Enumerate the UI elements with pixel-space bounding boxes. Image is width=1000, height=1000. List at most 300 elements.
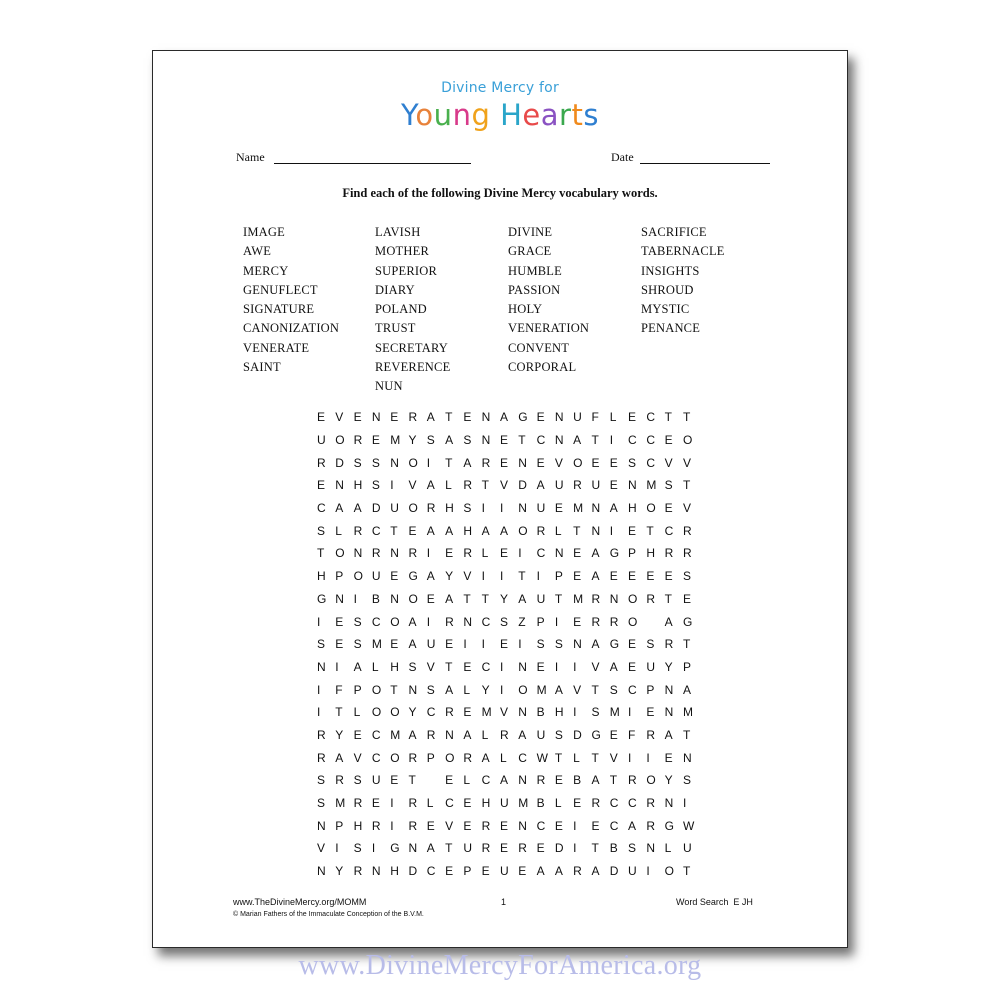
grid-letter[interactable]: N — [646, 841, 656, 856]
grid-letter[interactable]: C — [518, 750, 527, 765]
grid-letter[interactable]: N — [664, 705, 674, 720]
grid-letter[interactable]: M — [682, 705, 693, 720]
grid-letter[interactable]: E — [335, 614, 344, 629]
grid-letter[interactable]: G — [317, 591, 327, 606]
grid-letter[interactable]: N — [353, 546, 363, 561]
grid-letter[interactable]: E — [390, 637, 399, 652]
grid-letter[interactable] — [646, 615, 664, 629]
grid-letter[interactable]: H — [317, 569, 326, 584]
grid-letter[interactable]: I — [573, 705, 577, 720]
grid-letter[interactable]: T — [591, 433, 599, 448]
grid-letter[interactable]: E — [591, 455, 600, 470]
grid-letter[interactable]: E — [554, 773, 563, 788]
grid-letter[interactable]: A — [445, 433, 454, 448]
grid-letter[interactable]: N — [518, 818, 527, 833]
grid-letter[interactable]: O — [573, 455, 583, 470]
grid-letter[interactable]: I — [518, 546, 522, 561]
grid-letter[interactable]: E — [463, 818, 472, 833]
grid-letter[interactable]: V — [426, 659, 435, 674]
grid-letter[interactable]: N — [390, 546, 399, 561]
grid-letter[interactable]: A — [573, 433, 582, 448]
grid-letter[interactable]: E — [481, 864, 490, 879]
grid-letter[interactable]: E — [499, 433, 508, 448]
grid-letter[interactable]: A — [353, 659, 362, 674]
grid-letter[interactable]: G — [518, 410, 528, 425]
grid-letter[interactable]: S — [664, 478, 673, 493]
grid-letter[interactable]: E — [591, 818, 600, 833]
grid-letter[interactable]: O — [518, 682, 528, 697]
grid-letter[interactable]: I — [481, 637, 486, 652]
grid-letter[interactable]: A — [445, 591, 454, 606]
grid-letter[interactable]: S — [609, 682, 618, 697]
grid-letter[interactable]: A — [426, 841, 435, 856]
grid-letter[interactable]: O — [353, 569, 363, 584]
grid-letter[interactable]: E — [536, 659, 545, 674]
grid-letter[interactable]: S — [371, 478, 380, 493]
grid-letter[interactable]: G — [682, 614, 693, 629]
grid-letter[interactable]: R — [353, 796, 363, 811]
grid-letter[interactable]: B — [536, 705, 545, 720]
grid-letter[interactable]: R — [353, 523, 363, 538]
grid-letter[interactable]: N — [481, 433, 491, 448]
grid-letter[interactable]: I — [628, 750, 632, 765]
grid-letter[interactable]: T — [664, 591, 672, 606]
grid-letter[interactable]: L — [463, 773, 471, 788]
grid-letter[interactable]: C — [664, 523, 674, 538]
grid-letter[interactable]: S — [591, 705, 600, 720]
grid-letter[interactable]: T — [408, 773, 416, 788]
grid-letter[interactable]: E — [426, 818, 435, 833]
grid-letter[interactable]: N — [591, 501, 601, 516]
grid-letter[interactable]: R — [408, 818, 418, 833]
grid-letter[interactable]: I — [317, 705, 321, 720]
grid-letter[interactable]: A — [463, 455, 472, 470]
grid-letter[interactable]: S — [408, 659, 417, 674]
grid-letter[interactable]: L — [481, 727, 489, 742]
grid-letter[interactable]: N — [518, 705, 527, 720]
grid-letter[interactable]: T — [554, 591, 563, 606]
grid-letter[interactable]: R — [591, 614, 601, 629]
grid-letter[interactable]: H — [628, 501, 637, 516]
grid-letter[interactable]: A — [609, 501, 618, 516]
grid-letter[interactable]: E — [554, 501, 563, 516]
grid-letter[interactable]: A — [463, 727, 472, 742]
grid-letter[interactable]: T — [591, 841, 599, 856]
grid-letter[interactable]: T — [518, 569, 526, 584]
grid-letter[interactable]: Y — [664, 773, 673, 788]
grid-letter[interactable]: C — [646, 433, 656, 448]
grid-letter[interactable]: C — [628, 796, 637, 811]
grid-letter[interactable]: M — [481, 705, 492, 720]
grid-letter[interactable]: G — [609, 637, 620, 652]
grid-letter[interactable]: T — [481, 478, 490, 493]
grid-letter[interactable]: N — [317, 659, 326, 674]
grid-letter[interactable]: I — [682, 796, 687, 811]
grid-letter[interactable]: S — [554, 727, 563, 742]
grid-letter[interactable]: N — [609, 591, 619, 606]
grid-letter[interactable]: S — [499, 614, 508, 629]
grid-letter[interactable]: I — [426, 614, 431, 629]
grid-letter[interactable]: I — [335, 841, 339, 856]
grid-letter[interactable]: F — [628, 727, 636, 742]
grid-letter[interactable]: N — [554, 410, 564, 425]
grid-letter[interactable]: E — [408, 523, 417, 538]
grid-letter[interactable]: R — [317, 727, 326, 742]
grid-letter[interactable]: R — [317, 455, 326, 470]
grid-letter[interactable]: N — [445, 727, 454, 742]
grid-letter[interactable]: O — [408, 501, 418, 516]
grid-letter[interactable]: P — [646, 682, 655, 697]
grid-letter[interactable]: U — [628, 864, 637, 879]
grid-letter[interactable]: M — [609, 705, 620, 720]
grid-letter[interactable]: G — [609, 546, 620, 561]
grid-letter[interactable]: Z — [518, 614, 526, 629]
grid-letter[interactable]: R — [481, 455, 491, 470]
grid-letter[interactable]: I — [573, 841, 577, 856]
grid-letter[interactable]: D — [609, 864, 619, 879]
grid-letter[interactable]: E — [499, 841, 508, 856]
grid-letter[interactable]: C — [628, 682, 637, 697]
grid-letter[interactable]: S — [317, 796, 326, 811]
grid-letter[interactable]: I — [426, 546, 431, 561]
grid-letter[interactable]: U — [536, 591, 546, 606]
grid-letter[interactable]: O — [664, 864, 674, 879]
grid-letter[interactable]: M — [646, 478, 657, 493]
grid-letter[interactable]: I — [554, 614, 559, 629]
grid-letter[interactable]: N — [573, 637, 582, 652]
grid-letter[interactable]: E — [664, 433, 673, 448]
grid-letter[interactable]: C — [536, 818, 546, 833]
grid-letter[interactable]: C — [426, 705, 436, 720]
grid-letter[interactable]: P — [682, 659, 691, 674]
grid-letter[interactable]: U — [317, 433, 326, 448]
grid-letter[interactable]: P — [335, 569, 344, 584]
grid-letter[interactable]: I — [518, 637, 522, 652]
grid-letter[interactable]: I — [353, 591, 357, 606]
grid-letter[interactable]: S — [353, 614, 362, 629]
grid-letter[interactable]: R — [536, 773, 546, 788]
grid-letter[interactable]: E — [353, 727, 362, 742]
grid-letter[interactable]: T — [317, 546, 325, 561]
grid-letter[interactable]: I — [481, 569, 486, 584]
grid-letter[interactable]: R — [646, 591, 656, 606]
grid-letter[interactable]: I — [317, 682, 321, 697]
grid-letter[interactable]: M — [371, 637, 382, 652]
grid-letter[interactable]: Y — [445, 569, 454, 584]
grid-letter[interactable]: R — [426, 501, 436, 516]
grid-letter[interactable]: E — [628, 569, 637, 584]
grid-letter[interactable]: S — [426, 682, 435, 697]
grid-letter[interactable]: N — [317, 864, 326, 879]
grid-letter[interactable]: E — [573, 796, 582, 811]
grid-letter[interactable]: I — [463, 637, 467, 652]
grid-letter[interactable]: L — [664, 841, 672, 856]
grid-letter[interactable]: E — [445, 637, 454, 652]
grid-letter[interactable]: A — [499, 523, 508, 538]
grid-letter[interactable]: S — [317, 523, 326, 538]
grid-letter[interactable]: E — [499, 546, 508, 561]
grid-letter[interactable]: O — [335, 433, 345, 448]
grid-letter[interactable]: I — [499, 569, 504, 584]
grid-letter[interactable]: T — [682, 478, 691, 493]
grid-letter[interactable]: Y — [408, 705, 417, 720]
grid-letter[interactable]: S — [682, 569, 691, 584]
grid-letter[interactable]: I — [499, 659, 504, 674]
grid-letter[interactable]: H — [353, 818, 363, 833]
grid-letter[interactable]: U — [573, 410, 582, 425]
grid-letter[interactable]: V — [499, 478, 508, 493]
grid-letter[interactable]: V — [609, 750, 618, 765]
grid-letter[interactable]: T — [335, 705, 343, 720]
grid-letter[interactable]: N — [317, 818, 326, 833]
grid-letter[interactable]: E — [371, 433, 380, 448]
grid-letter[interactable]: T — [390, 682, 398, 697]
grid-letter[interactable]: O — [371, 705, 382, 720]
grid-letter[interactable]: T — [682, 727, 691, 742]
grid-letter[interactable]: C — [646, 455, 656, 470]
grid-letter[interactable]: S — [628, 841, 637, 856]
grid-letter[interactable]: V — [317, 841, 326, 856]
grid-letter[interactable]: O — [518, 523, 528, 538]
grid-letter[interactable]: E — [573, 569, 582, 584]
grid-letter[interactable]: R — [463, 750, 473, 765]
grid-letter[interactable]: C — [371, 750, 381, 765]
grid-letter[interactable]: L — [554, 523, 562, 538]
grid-letter[interactable]: E — [628, 659, 637, 674]
grid-letter[interactable]: I — [335, 659, 339, 674]
grid-letter[interactable]: F — [591, 410, 599, 425]
grid-letter[interactable]: I — [390, 796, 394, 811]
grid-letter[interactable]: U — [646, 659, 656, 674]
grid-letter[interactable]: D — [408, 864, 418, 879]
grid-letter[interactable]: S — [371, 455, 380, 470]
grid-letter[interactable]: G — [591, 727, 601, 742]
grid-letter[interactable]: I — [499, 682, 504, 697]
grid-letter[interactable]: B — [536, 796, 545, 811]
grid-letter[interactable]: V — [463, 569, 472, 584]
grid-letter[interactable]: Y — [499, 591, 508, 606]
grid-letter[interactable]: B — [573, 773, 582, 788]
grid-letter[interactable]: Y — [335, 864, 344, 879]
grid-letter[interactable]: E — [536, 410, 545, 425]
grid-letter[interactable]: C — [481, 614, 491, 629]
grid-letter[interactable]: T — [445, 841, 453, 856]
grid-letter[interactable]: R — [408, 410, 418, 425]
grid-letter[interactable]: L — [371, 659, 379, 674]
grid-letter[interactable]: E — [664, 569, 673, 584]
grid-letter[interactable]: H — [646, 546, 656, 561]
grid-letter[interactable]: I — [573, 659, 577, 674]
grid-letter[interactable]: R — [591, 796, 601, 811]
grid-letter[interactable]: G — [408, 569, 418, 584]
grid-letter[interactable]: E — [445, 773, 454, 788]
grid-letter[interactable]: E — [664, 750, 673, 765]
grid-letter[interactable]: V — [499, 705, 508, 720]
grid-letter[interactable]: I — [371, 841, 376, 856]
grid-letter[interactable]: E — [353, 410, 362, 425]
grid-letter[interactable]: T — [682, 410, 691, 425]
grid-letter[interactable]: S — [628, 455, 637, 470]
grid-letter[interactable]: E — [463, 796, 472, 811]
grid-letter[interactable]: C — [609, 796, 619, 811]
grid-letter[interactable]: E — [609, 455, 618, 470]
grid-letter[interactable]: A — [445, 682, 454, 697]
grid-letter[interactable]: O — [628, 614, 638, 629]
grid-letter[interactable]: S — [353, 455, 362, 470]
grid-letter[interactable]: N — [481, 410, 491, 425]
grid-letter[interactable]: D — [554, 841, 564, 856]
grid-letter[interactable]: U — [390, 501, 399, 516]
grid-letter[interactable]: N — [408, 682, 418, 697]
grid-letter[interactable]: E — [518, 864, 527, 879]
grid-letter[interactable]: N — [371, 864, 381, 879]
grid-letter[interactable]: C — [371, 614, 381, 629]
grid-letter[interactable]: A — [554, 864, 563, 879]
grid-letter[interactable]: T — [591, 682, 599, 697]
grid-letter[interactable]: A — [591, 773, 600, 788]
grid-letter[interactable]: R — [609, 614, 619, 629]
grid-letter[interactable]: R — [682, 546, 692, 561]
grid-letter[interactable]: A — [481, 523, 490, 538]
grid-letter[interactable]: S — [463, 433, 472, 448]
grid-letter[interactable]: Y — [335, 727, 344, 742]
grid-letter[interactable]: V — [591, 659, 600, 674]
grid-letter[interactable]: T — [445, 455, 453, 470]
grid-letter[interactable]: V — [445, 818, 454, 833]
grid-letter[interactable]: U — [536, 727, 546, 742]
grid-letter[interactable]: H — [353, 478, 363, 493]
grid-letter[interactable]: C — [481, 773, 491, 788]
grid-letter[interactable]: A — [426, 478, 435, 493]
grid-letter[interactable]: T — [646, 523, 654, 538]
grid-letter[interactable]: V — [682, 501, 691, 516]
grid-letter[interactable]: N — [390, 455, 399, 470]
grid-letter[interactable]: N — [463, 614, 473, 629]
grid-letter[interactable]: R — [445, 614, 454, 629]
grid-letter[interactable]: M — [518, 796, 529, 811]
grid-letter[interactable]: A — [445, 523, 454, 538]
grid-letter[interactable]: O — [408, 591, 418, 606]
grid-letter[interactable]: E — [390, 410, 399, 425]
grid-letter[interactable]: E — [317, 410, 326, 425]
grid-letter[interactable]: R — [646, 796, 656, 811]
grid-letter[interactable]: A — [518, 727, 527, 742]
grid-letter[interactable]: I — [628, 705, 632, 720]
grid-letter[interactable]: T — [664, 410, 672, 425]
grid-letter[interactable]: E — [390, 569, 399, 584]
grid-letter[interactable]: I — [554, 659, 559, 674]
grid-letter[interactable]: S — [353, 841, 362, 856]
grid-letter[interactable]: E — [317, 478, 326, 493]
grid-letter[interactable]: A — [499, 773, 508, 788]
grid-letter[interactable]: C — [628, 433, 637, 448]
grid-letter[interactable]: B — [609, 841, 618, 856]
grid-letter[interactable]: T — [463, 591, 471, 606]
grid-letter[interactable]: R — [481, 818, 491, 833]
grid-letter[interactable]: T — [591, 750, 599, 765]
grid-letter[interactable]: T — [554, 750, 563, 765]
grid-letter[interactable]: S — [536, 637, 545, 652]
grid-letter[interactable]: T — [445, 410, 453, 425]
grid-letter[interactable]: P — [536, 614, 545, 629]
grid-letter[interactable]: T — [481, 591, 490, 606]
grid-letter[interactable]: U — [426, 637, 436, 652]
grid-letter[interactable]: N — [408, 841, 418, 856]
grid-letter[interactable]: E — [445, 864, 454, 879]
grid-letter[interactable]: A — [536, 478, 545, 493]
grid-letter[interactable]: R — [499, 727, 509, 742]
grid-letter[interactable]: R — [353, 864, 363, 879]
grid-letter[interactable]: R — [646, 727, 656, 742]
grid-letter[interactable]: N — [664, 796, 674, 811]
grid-letter[interactable]: R — [518, 841, 527, 856]
grid-letter[interactable]: V — [335, 410, 344, 425]
grid-letter[interactable]: H — [463, 523, 473, 538]
grid-letter[interactable]: P — [628, 546, 637, 561]
grid-letter[interactable]: R — [664, 546, 674, 561]
grid-letter[interactable]: L — [335, 523, 342, 538]
grid-letter[interactable]: M — [390, 727, 401, 742]
grid-letter[interactable]: R — [335, 773, 344, 788]
grid-letter[interactable]: I — [499, 501, 504, 516]
grid-letter[interactable]: D — [335, 455, 344, 470]
grid-letter[interactable]: G — [390, 841, 400, 856]
grid-letter[interactable]: A — [353, 501, 362, 516]
grid-letter[interactable]: H — [554, 705, 564, 720]
grid-letter[interactable]: I — [390, 818, 394, 833]
grid-letter[interactable]: U — [371, 569, 381, 584]
grid-letter[interactable]: O — [390, 705, 400, 720]
grid-letter[interactable]: B — [371, 591, 380, 606]
grid-letter[interactable]: T — [390, 523, 398, 538]
grid-letter[interactable]: R — [481, 841, 491, 856]
grid-letter[interactable]: E — [609, 569, 618, 584]
date-field[interactable] — [640, 163, 770, 164]
grid-letter[interactable]: E — [390, 773, 399, 788]
grid-letter[interactable]: L — [353, 705, 361, 720]
grid-letter[interactable]: O — [646, 501, 656, 516]
grid-letter[interactable]: I — [609, 433, 614, 448]
grid-letter[interactable]: A — [499, 410, 508, 425]
grid-letter[interactable]: I — [317, 614, 321, 629]
grid-letter[interactable]: M — [536, 682, 547, 697]
grid-letter[interactable]: W — [682, 818, 695, 833]
grid-letter[interactable]: Y — [481, 682, 490, 697]
grid-letter[interactable]: E — [646, 705, 655, 720]
grid-letter[interactable]: S — [554, 637, 563, 652]
grid-letter[interactable]: L — [499, 750, 507, 765]
grid-letter[interactable]: R — [371, 818, 381, 833]
grid-letter[interactable]: T — [682, 637, 691, 652]
grid-letter[interactable]: C — [445, 796, 454, 811]
grid-letter[interactable]: I — [609, 523, 614, 538]
grid-letter[interactable]: V — [554, 455, 563, 470]
grid-letter[interactable]: E — [646, 569, 655, 584]
grid-letter[interactable]: E — [463, 410, 472, 425]
grid-letter[interactable]: N — [335, 478, 344, 493]
grid-letter[interactable]: L — [426, 796, 434, 811]
grid-letter[interactable]: S — [317, 773, 326, 788]
grid-letter[interactable]: S — [463, 501, 472, 516]
grid-letter[interactable]: A — [518, 591, 527, 606]
grid-letter[interactable]: N — [335, 591, 344, 606]
grid-letter[interactable]: P — [426, 750, 435, 765]
grid-letter[interactable]: N — [664, 682, 674, 697]
grid-letter[interactable]: C — [609, 818, 619, 833]
grid-letter[interactable]: E — [609, 727, 618, 742]
grid-letter[interactable]: O — [335, 546, 345, 561]
grid-letter[interactable]: U — [463, 841, 473, 856]
